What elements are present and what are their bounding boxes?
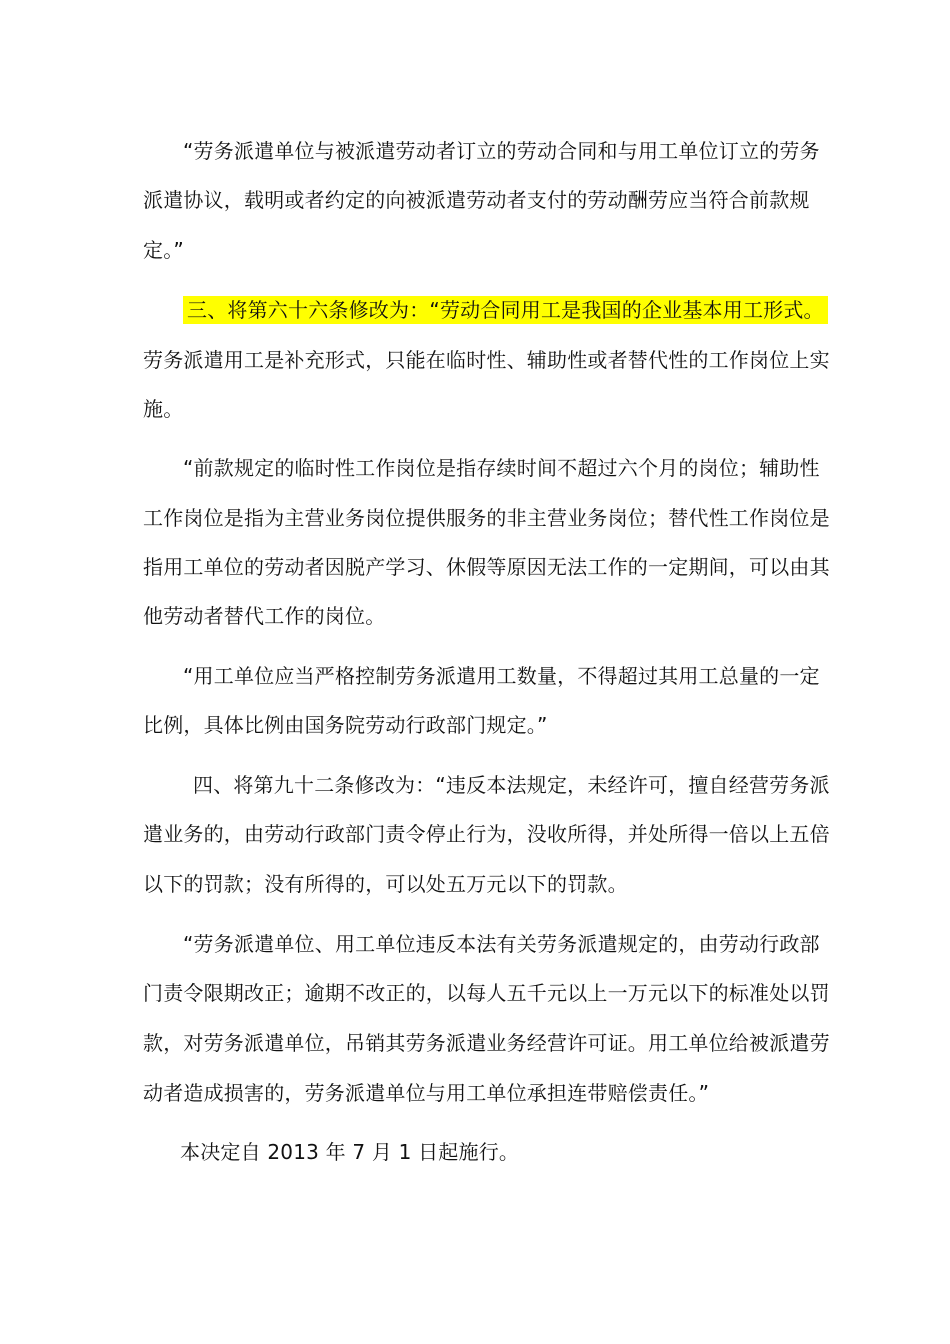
effective-date-line: 本决定自 2013 年 7 月 1 日起施行。 — [180, 1140, 520, 1164]
paragraph-1-line-2: 派遣协议，载明或者约定的向被派遣劳动者支付的劳动酬劳应当符合前款规 — [143, 188, 810, 212]
paragraph-4-line-1: “用工单位应当严格控制劳务派遣用工数量，不得超过其用工总量的一定 — [183, 664, 820, 688]
paragraph-3-line-2: 工作岗位是指为主营业务岗位提供服务的非主营业务岗位；替代性工作岗位是 — [143, 506, 830, 530]
paragraph-6-line-1: “劳务派遣单位、用工单位违反本法有关劳务派遣规定的，由劳动行政部 — [183, 932, 820, 956]
paragraph-2-highlighted-line: 三、将第六十六条修改为：“劳动合同用工是我国的企业基本用工形式。 — [183, 296, 828, 324]
paragraph-5-line-1: 四、将第九十二条修改为：“违反本法规定，未经许可，擅自经营劳务派 — [193, 773, 830, 797]
paragraph-3-line-3: 指用工单位的劳动者因脱产学习、休假等原因无法工作的一定期间，可以由其 — [143, 555, 830, 579]
paragraph-3-line-4: 他劳动者替代工作的岗位。 — [143, 604, 386, 628]
paragraph-2-line-2: 劳务派遣用工是补充形式，只能在临时性、辅助性或者替代性的工作岗位上实 — [143, 348, 830, 372]
paragraph-1-line-1: “劳务派遣单位与被派遣劳动者订立的劳动合同和与用工单位订立的劳务 — [183, 139, 820, 163]
paragraph-6-line-3: 款，对劳务派遣单位，吊销其劳务派遣业务经营许可证。用工单位给被派遣劳 — [143, 1031, 830, 1055]
paragraph-5-line-2: 遣业务的，由劳动行政部门责令停止行为，没收所得，并处所得一倍以上五倍 — [143, 822, 830, 846]
paragraph-2-line-3: 施。 — [143, 397, 184, 421]
paragraph-3-line-1: “前款规定的临时性工作岗位是指存续时间不超过六个月的岗位；辅助性 — [183, 456, 820, 480]
paragraph-5-line-3: 以下的罚款；没有所得的，可以处五万元以下的罚款。 — [143, 872, 628, 896]
paragraph-4-line-2: 比例，具体比例由国务院劳动行政部门规定。” — [143, 713, 548, 737]
paragraph-1-line-3: 定。” — [143, 238, 184, 262]
paragraph-6-line-4: 动者造成损害的，劳务派遣单位与用工单位承担连带赔偿责任。” — [143, 1081, 710, 1105]
paragraph-6-line-2: 门责令限期改正；逾期不改正的，以每人五千元以上一万元以下的标准处以罚 — [143, 981, 830, 1005]
